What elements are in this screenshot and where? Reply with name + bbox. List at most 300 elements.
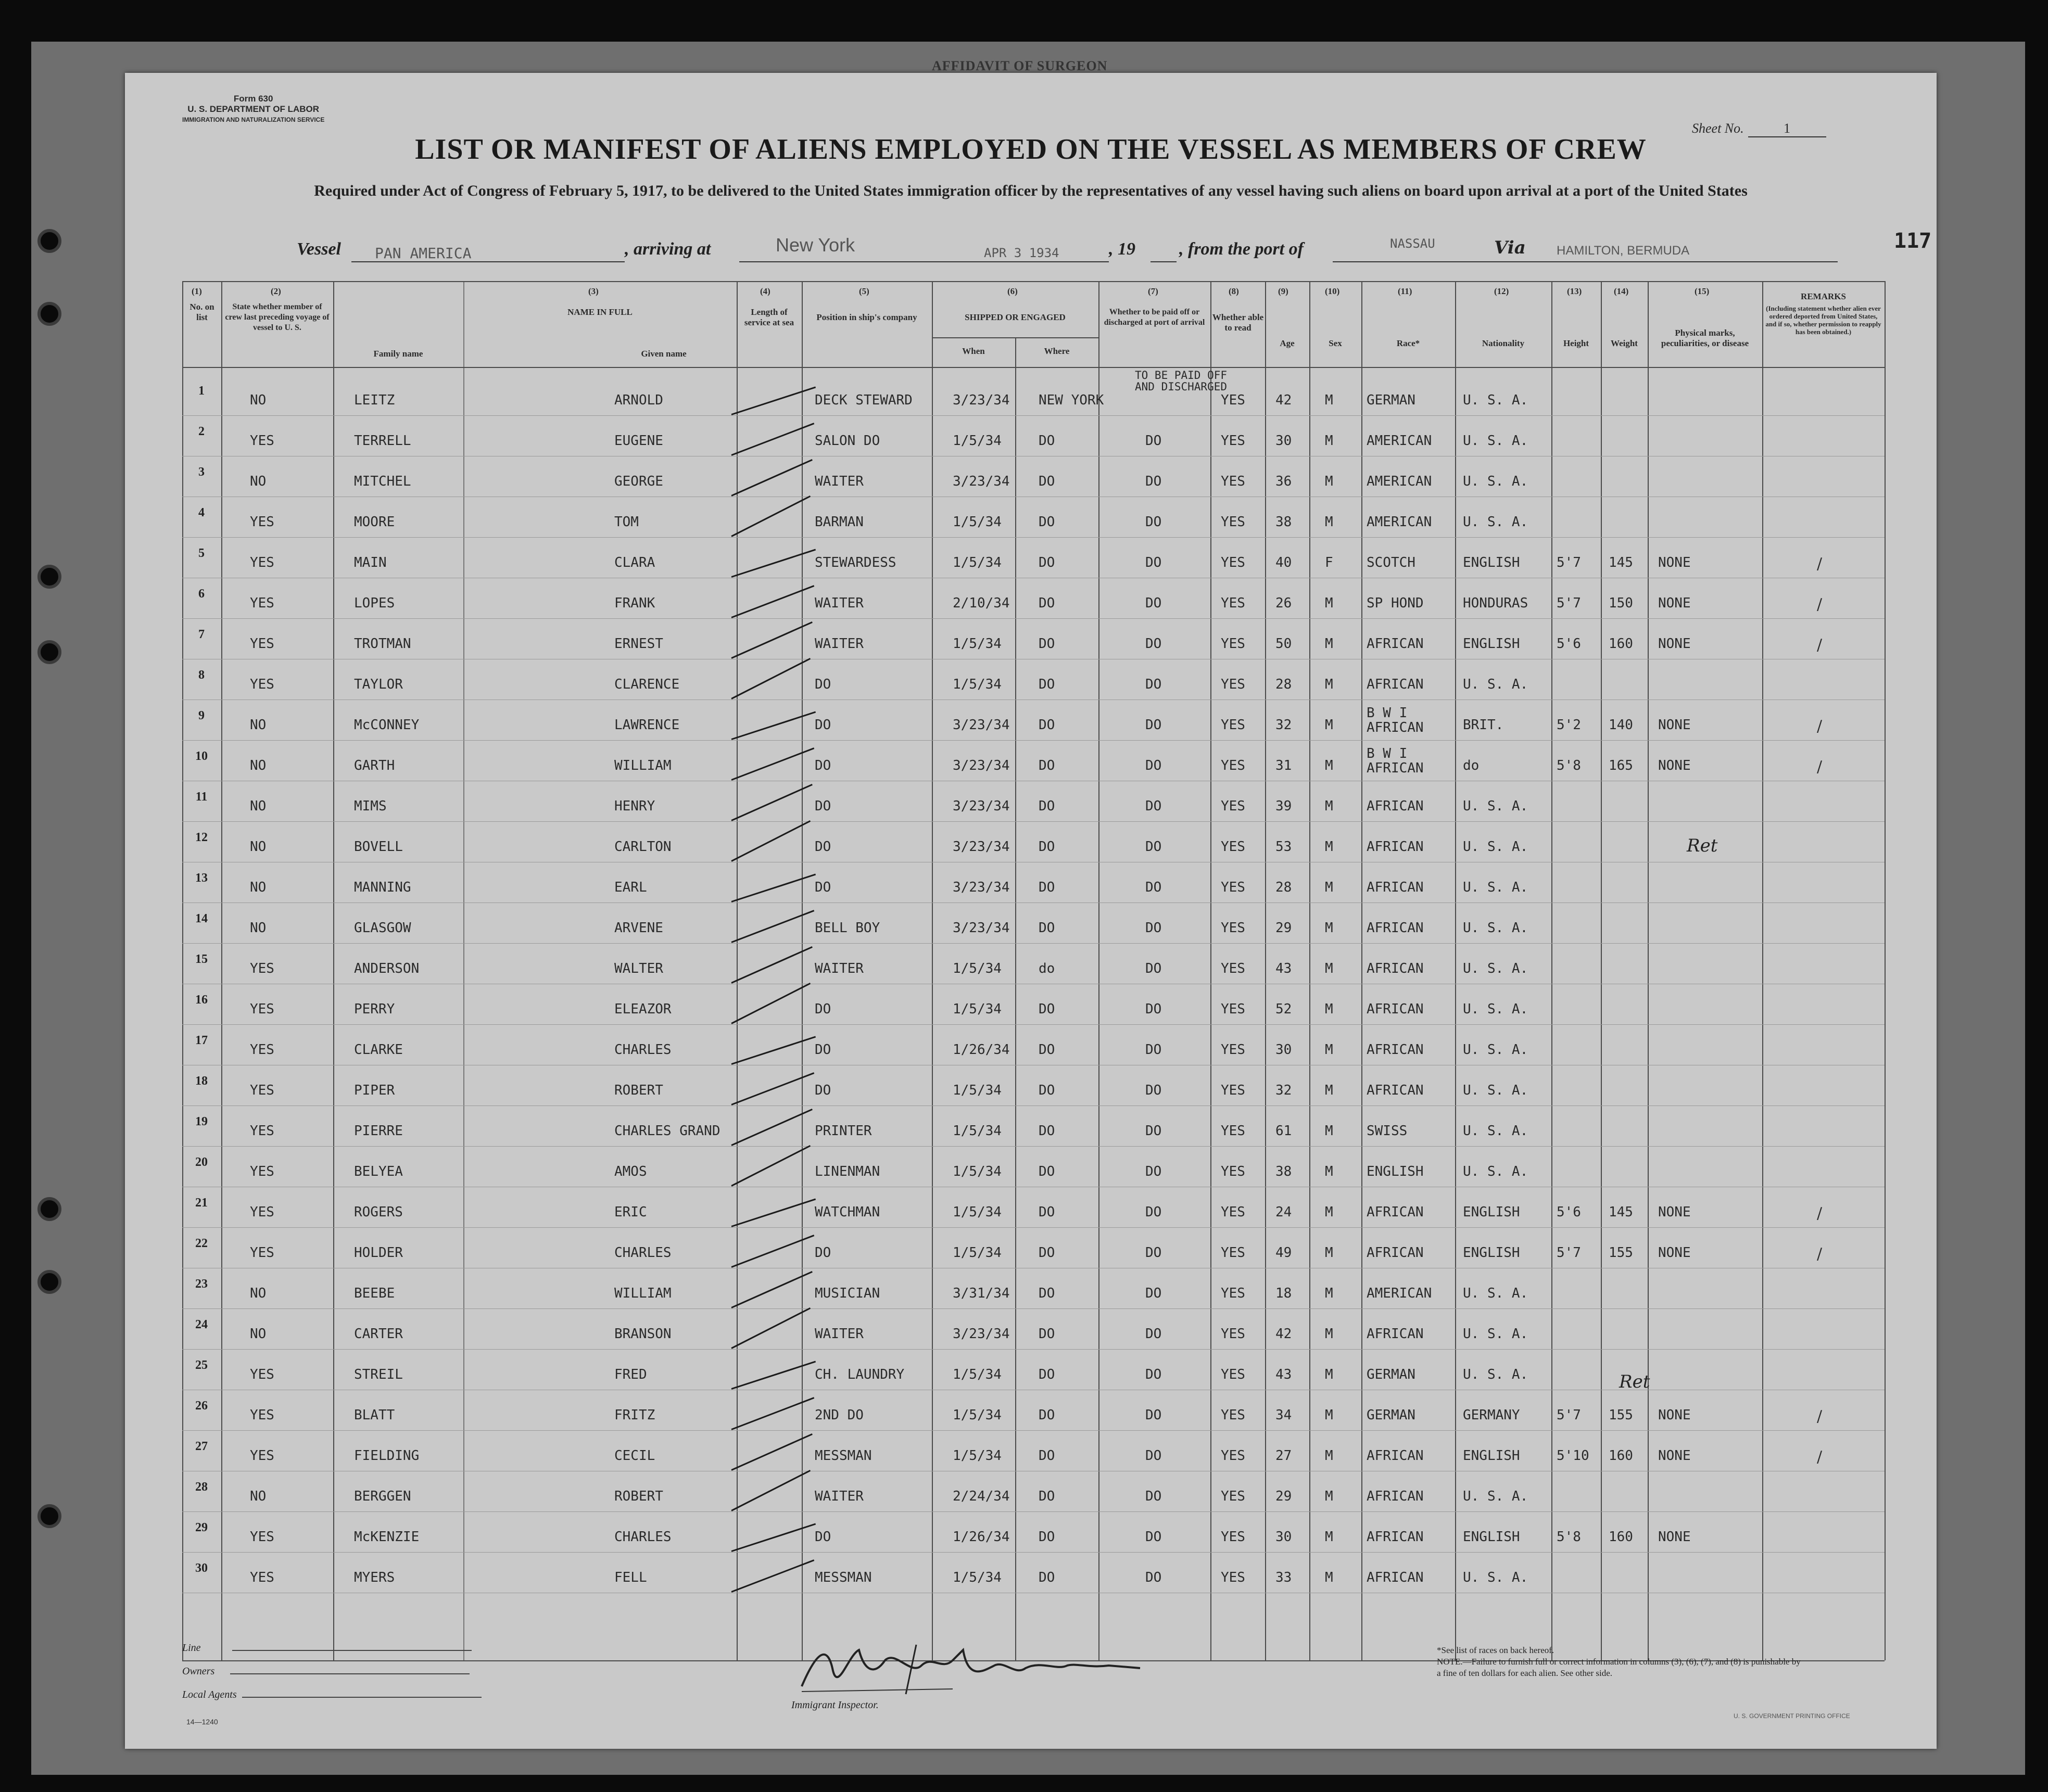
shipped-where-cell: DO (1039, 1489, 1055, 1504)
state-us-cell: YES (250, 514, 274, 530)
row-number: 25 (195, 1358, 208, 1372)
row26-handwritten-remark: Ret (1619, 1371, 1650, 1392)
race-cell: AFRICAN (1367, 1204, 1424, 1220)
given-name-cell: CHARLES (614, 1042, 672, 1058)
shipped-when-cell: 1/5/34 (953, 1083, 1002, 1098)
nationality-cell: do (1463, 758, 1480, 773)
row-number: 26 (195, 1399, 208, 1413)
row-number: 10 (195, 749, 208, 763)
vessel-value: PAN AMERICA (375, 245, 472, 262)
able-to-read-cell: YES (1221, 595, 1245, 611)
sex-cell: M (1325, 1326, 1333, 1342)
race-cell: AFRICAN (1367, 961, 1424, 976)
family-name-cell: BERGGEN (354, 1489, 411, 1504)
shipped-when-cell: 3/31/34 (953, 1286, 1010, 1301)
age-cell: 49 (1275, 1245, 1292, 1261)
given-name-cell: WILLIAM (614, 758, 672, 773)
row-number: 7 (198, 628, 205, 641)
nationality-cell: U. S. A. (1463, 1570, 1528, 1585)
sex-cell: M (1325, 1245, 1333, 1261)
binder-hole (37, 229, 61, 253)
able-to-read-cell: YES (1221, 920, 1245, 936)
row-rule (182, 821, 1885, 822)
able-to-read-cell: YES (1221, 1448, 1245, 1464)
state-us-cell: YES (250, 961, 274, 976)
row-rule (182, 1308, 1885, 1309)
position-cell: WAITER (815, 1489, 864, 1504)
race-cell: AFRICAN (1367, 636, 1424, 652)
physical-marks-cell: NONE (1658, 717, 1691, 733)
col-num: (11) (1398, 286, 1412, 296)
family-name-cell: CLARKE (354, 1042, 403, 1058)
state-us-cell: YES (250, 636, 274, 652)
service-checkmark (731, 1361, 816, 1390)
age-cell: 38 (1275, 514, 1292, 530)
race-cell: AFRICAN (1367, 1570, 1424, 1585)
height-cell: 5'7 (1557, 1407, 1581, 1423)
state-us-cell: YES (250, 1367, 274, 1382)
shipped-when-cell: 2/24/34 (953, 1489, 1010, 1504)
given-name-cell: ERNEST (614, 636, 663, 652)
family-name-cell: TERRELL (354, 433, 411, 449)
position-cell: DO (815, 717, 831, 733)
age-cell: 30 (1275, 1042, 1292, 1058)
able-to-read-cell: YES (1221, 1529, 1245, 1545)
row-number: 1 (198, 384, 205, 398)
col-num: (4) (760, 286, 770, 296)
able-to-read-cell: YES (1221, 514, 1245, 530)
header-race: Race* (1396, 338, 1420, 348)
row-number: 20 (195, 1155, 208, 1169)
family-name-cell: MITCHEL (354, 474, 411, 489)
shipped-where-cell: DO (1039, 1286, 1055, 1301)
able-to-read-cell: YES (1221, 1042, 1245, 1058)
given-name-cell: ERIC (614, 1204, 647, 1220)
row-number: 27 (195, 1440, 208, 1453)
race-cell: AFRICAN (1367, 677, 1424, 692)
sex-cell: M (1325, 961, 1333, 976)
row-number: 21 (195, 1196, 208, 1210)
shipped-when-cell: 3/23/34 (953, 920, 1010, 936)
family-name-cell: ANDERSON (354, 961, 420, 976)
sex-cell: M (1325, 1164, 1333, 1179)
physical-marks-cell: NONE (1658, 555, 1691, 570)
race-cell: GERMAN (1367, 1367, 1415, 1382)
paid-off-cell: DO (1145, 1164, 1162, 1179)
given-name-cell: FELL (614, 1570, 647, 1585)
row-rule (182, 537, 1885, 538)
race-cell: AMERICAN (1367, 433, 1432, 449)
shipped-where-cell: DO (1039, 595, 1055, 611)
able-to-read-cell: YES (1221, 1083, 1245, 1098)
age-cell: 18 (1275, 1286, 1292, 1301)
service-checkmark (731, 621, 813, 659)
position-cell: DO (815, 1001, 831, 1017)
shipped-when-cell: 3/23/34 (953, 880, 1010, 895)
col-num: (14) (1614, 286, 1629, 296)
line-label: Line (182, 1642, 201, 1654)
form-number (182, 94, 324, 125)
row-number: 14 (195, 912, 208, 925)
age-cell: 53 (1275, 839, 1292, 855)
physical-marks-cell: NONE (1658, 595, 1691, 611)
position-cell: BELL BOY (815, 920, 880, 936)
service-checkmark (731, 1271, 813, 1308)
shipped-when-cell: 2/10/34 (953, 595, 1010, 611)
shipped-where-cell: DO (1039, 1083, 1055, 1098)
shipped-when-cell: 1/26/34 (953, 1529, 1010, 1545)
shipped-where-cell: DO (1039, 1123, 1055, 1139)
paid-off-cell: DO (1145, 961, 1162, 976)
able-to-read-cell: YES (1221, 1570, 1245, 1585)
state-us-cell: NO (250, 1489, 267, 1504)
fine-note: NOTE.—Failure to furnish full or correct information in columns (3), (6), (7), and (8) is punishable by a fine of ten dollars for each alien. See other side. (1437, 1657, 1801, 1678)
race-cell: GERMAN (1367, 392, 1415, 408)
shipped-where-cell: DO (1039, 717, 1055, 733)
able-to-read-cell: YES (1221, 1001, 1245, 1017)
able-to-read-cell: YES (1221, 1326, 1245, 1342)
able-to-read-cell: YES (1221, 839, 1245, 855)
position-cell: STEWARDESS (815, 555, 896, 570)
binder-hole (37, 1197, 61, 1221)
owners-field (182, 1666, 482, 1677)
height-cell: 5'8 (1557, 1529, 1581, 1545)
row-number: 28 (195, 1480, 208, 1494)
sex-cell: M (1325, 920, 1333, 936)
col-num: (13) (1567, 286, 1582, 296)
position-cell: PRINTER (815, 1123, 872, 1139)
given-name-cell: LAWRENCE (614, 717, 680, 733)
given-name-cell: ARNOLD (614, 392, 663, 408)
paid-off-cell: DO (1145, 758, 1162, 773)
paid-off-cell: DO (1145, 920, 1162, 936)
header-family-name: Family name (373, 349, 423, 359)
family-name-cell: McKENZIE (354, 1529, 420, 1545)
header-sex: Sex (1329, 338, 1342, 348)
shipped-when-cell: 1/5/34 (953, 636, 1002, 652)
col-num: (7) (1148, 286, 1158, 296)
shipped-when-cell: 1/5/34 (953, 1570, 1002, 1585)
service-checkmark (731, 549, 816, 578)
paid-off-cell: DO (1145, 595, 1162, 611)
age-cell: 30 (1275, 433, 1292, 449)
position-cell: WAITER (815, 474, 864, 489)
service: IMMIGRATION AND NATURALIZATION SERVICE (182, 116, 325, 123)
col-num: (12) (1494, 286, 1509, 296)
row-number: 22 (195, 1237, 208, 1250)
race-cell: AMERICAN (1367, 474, 1432, 489)
able-to-read-cell: YES (1221, 961, 1245, 976)
row-rule (182, 1552, 1885, 1553)
year-label: , 19 (1109, 239, 1135, 259)
physical-marks-cell: NONE (1658, 636, 1691, 652)
nationality-cell: BRIT. (1463, 717, 1504, 733)
paid-off-cell: DO (1145, 677, 1162, 692)
header-when: When (962, 346, 985, 356)
remarks-cell: / (1817, 758, 1823, 776)
nationality-cell: ENGLISH (1463, 1448, 1520, 1464)
form-code: Form 630 (233, 94, 273, 104)
state-us-cell: NO (250, 392, 267, 408)
given-name-cell: HENRY (614, 798, 655, 814)
row-number: 5 (198, 547, 205, 560)
binder-hole (37, 1504, 61, 1528)
race-cell: AFRICAN (1367, 920, 1424, 936)
sex-cell: M (1325, 392, 1333, 408)
family-name-cell: MAIN (354, 555, 387, 570)
position-cell: MESSMAN (815, 1448, 872, 1464)
position-cell: DO (815, 1042, 831, 1058)
height-cell: 5'7 (1557, 1245, 1581, 1261)
family-name-cell: LOPES (354, 595, 395, 611)
shipped-where-cell: DO (1039, 880, 1055, 895)
age-cell: 40 (1275, 555, 1292, 570)
shipped-where-cell: NEW YORK (1039, 392, 1104, 408)
paid-off-cell: DO (1145, 798, 1162, 814)
height-cell: 5'6 (1557, 1204, 1581, 1220)
age-cell: 52 (1275, 1001, 1292, 1017)
col-num: (6) (1007, 286, 1018, 296)
agents-field (182, 1689, 482, 1701)
age-cell: 33 (1275, 1570, 1292, 1585)
position-cell: WAITER (815, 636, 864, 652)
family-name-cell: MOORE (354, 514, 395, 530)
race-cell: AFRICAN (1367, 1245, 1424, 1261)
given-name-cell: BRANSON (614, 1326, 672, 1342)
row-number: 30 (195, 1561, 208, 1575)
service-checkmark (731, 1145, 811, 1187)
family-name-cell: TROTMAN (354, 636, 411, 652)
header-able-to-read: Whether able to read (1212, 312, 1264, 333)
remarks-cell: / (1817, 555, 1823, 573)
col-num: (15) (1695, 286, 1710, 296)
nationality-cell: U. S. A. (1463, 1489, 1528, 1504)
height-cell: 5'8 (1557, 758, 1581, 773)
sex-cell: M (1325, 636, 1333, 652)
age-cell: 26 (1275, 595, 1292, 611)
sex-cell: M (1325, 595, 1333, 611)
position-cell: BARMAN (815, 514, 864, 530)
manifest-sheet (125, 58, 1937, 1749)
age-cell: 32 (1275, 1083, 1292, 1098)
shipped-where-cell: DO (1039, 474, 1055, 489)
paid-off-cell: DO (1145, 1286, 1162, 1301)
page-number: 117 (1894, 229, 1932, 253)
header-age: Age (1280, 338, 1295, 348)
sex-cell: F (1325, 555, 1333, 570)
position-cell: MESSMAN (815, 1570, 872, 1585)
paid-off-cell: DO (1145, 1083, 1162, 1098)
sheet-label: Sheet No. (1692, 121, 1744, 136)
paid-off-note: TO BE PAID OFF AND DISCHARGED (1135, 369, 1228, 393)
race-cell: AFRICAN (1367, 1448, 1424, 1464)
family-name-cell: HOLDER (354, 1245, 403, 1261)
position-cell: DECK STEWARD (815, 392, 913, 408)
state-us-cell: YES (250, 1529, 274, 1545)
family-name-cell: GARTH (354, 758, 395, 773)
weight-cell: 145 (1609, 1204, 1633, 1220)
shipped-where-cell: DO (1039, 1448, 1055, 1464)
via-handwritten: Via (1494, 237, 1526, 258)
able-to-read-cell: YES (1221, 1286, 1245, 1301)
race-cell: AFRICAN (1367, 880, 1424, 895)
paid-off-cell: DO (1145, 1529, 1162, 1545)
given-name-cell: CECIL (614, 1448, 655, 1464)
row-rule (182, 1227, 1885, 1228)
race-cell: AFRICAN (1367, 1529, 1424, 1545)
race-cell: AFRICAN (1367, 1326, 1424, 1342)
height-cell: 5'6 (1557, 636, 1581, 652)
able-to-read-cell: YES (1221, 1489, 1245, 1504)
arriving-label: , arriving at (625, 239, 711, 259)
row-number: 15 (195, 952, 208, 966)
line-field (182, 1642, 482, 1654)
weight-cell: 165 (1609, 758, 1633, 773)
shipped-where-cell: DO (1039, 798, 1055, 814)
physical-marks-cell: NONE (1658, 1407, 1691, 1423)
age-cell: 50 (1275, 636, 1292, 652)
race-cell: AFRICAN (1367, 798, 1424, 814)
state-us-cell: YES (250, 1123, 274, 1139)
via-port: HAMILTON, BERMUDA (1557, 244, 1690, 258)
shipped-where-cell: DO (1039, 1529, 1055, 1545)
position-cell: SALON DO (815, 433, 880, 449)
shipped-when-cell: 3/23/34 (953, 717, 1010, 733)
nationality-cell: ENGLISH (1463, 636, 1520, 652)
service-checkmark (731, 1523, 816, 1552)
weight-cell: 145 (1609, 555, 1633, 570)
state-us-cell: YES (250, 1001, 274, 1017)
given-name-cell: ROBERT (614, 1083, 663, 1098)
row-rule (182, 415, 1885, 416)
header-position: Position in ship's company (816, 312, 917, 322)
race-cell: AMERICAN (1367, 514, 1432, 530)
able-to-read-cell: YES (1221, 1123, 1245, 1139)
age-cell: 31 (1275, 758, 1292, 773)
remarks-cell: / (1817, 1448, 1823, 1466)
shipped-when-cell: 3/23/34 (953, 839, 1010, 855)
sex-cell: M (1325, 1570, 1333, 1585)
able-to-read-cell: YES (1221, 392, 1245, 408)
shipped-where-cell: DO (1039, 433, 1055, 449)
family-name-cell: TAYLOR (354, 677, 403, 692)
sex-cell: M (1325, 677, 1333, 692)
state-us-cell: YES (250, 433, 274, 449)
age-cell: 27 (1275, 1448, 1292, 1464)
given-name-cell: GEORGE (614, 474, 663, 489)
given-name-cell: EUGENE (614, 433, 663, 449)
paid-off-cell: DO (1145, 433, 1162, 449)
shipped-where-cell: DO (1039, 758, 1055, 773)
nationality-cell: U. S. A. (1463, 1286, 1528, 1301)
state-us-cell: NO (250, 880, 267, 895)
sex-cell: M (1325, 1042, 1333, 1058)
row-number: 3 (198, 465, 205, 479)
paid-off-cell: DO (1145, 1326, 1162, 1342)
row-number: 19 (195, 1115, 208, 1128)
state-us-cell: YES (250, 1204, 274, 1220)
shipped-when-cell: 1/5/34 (953, 433, 1002, 449)
height-cell: 5'10 (1557, 1448, 1589, 1464)
crew-table (182, 281, 1885, 1697)
remarks-cell: / (1817, 1407, 1823, 1426)
sex-cell: M (1325, 798, 1333, 814)
shipped-where-cell: DO (1039, 1001, 1055, 1017)
able-to-read-cell: YES (1221, 474, 1245, 489)
col-num: (9) (1278, 286, 1288, 296)
weight-cell: 160 (1609, 1448, 1633, 1464)
height-cell: 5'2 (1557, 717, 1581, 733)
race-cell: GERMAN (1367, 1407, 1415, 1423)
header-nationality: Nationality (1482, 338, 1525, 348)
row-number: 29 (195, 1521, 208, 1534)
race-cell: SP HOND (1367, 595, 1424, 611)
able-to-read-cell: YES (1221, 636, 1245, 652)
age-cell: 29 (1275, 1489, 1292, 1504)
race-cell: B W I AFRICAN (1367, 705, 1424, 735)
sex-cell: M (1325, 1367, 1333, 1382)
shipped-when-cell: 1/5/34 (953, 961, 1002, 976)
service-checkmark (731, 1307, 811, 1349)
sex-cell: M (1325, 1001, 1333, 1017)
physical-marks-cell: NONE (1658, 1448, 1691, 1464)
header-physical: Physical marks, peculiarities, or disease (1661, 328, 1749, 348)
given-name-cell: FRANK (614, 595, 655, 611)
arrival-date: APR 3 1934 (984, 246, 1059, 260)
weight-cell: 155 (1609, 1245, 1633, 1261)
paid-off-cell: DO (1145, 474, 1162, 489)
physical-marks-cell: NONE (1658, 1529, 1691, 1545)
nationality-cell: U. S. A. (1463, 798, 1528, 814)
paid-off-cell: DO (1145, 636, 1162, 652)
paid-off-cell: DO (1145, 514, 1162, 530)
row-number: 4 (198, 506, 205, 519)
service-checkmark (731, 711, 816, 740)
shipped-when-cell: 1/5/34 (953, 1204, 1002, 1220)
row-number: 12 (195, 831, 208, 844)
header-name-in-full: NAME IN FULL (567, 307, 633, 317)
given-name-cell: CHARLES (614, 1245, 672, 1261)
nationality-cell: U. S. A. (1463, 514, 1528, 530)
given-name-cell: ARVENE (614, 920, 663, 936)
able-to-read-cell: YES (1221, 1367, 1245, 1382)
state-us-cell: NO (250, 1326, 267, 1342)
paid-off-cell: DO (1145, 1367, 1162, 1382)
family-name-cell: BELYEA (354, 1164, 403, 1179)
row-number: 16 (195, 993, 208, 1007)
shipped-when-cell: 3/23/34 (953, 1326, 1010, 1342)
shipped-where-cell: DO (1039, 1245, 1055, 1261)
sheet-value: 1 (1748, 121, 1826, 137)
sex-cell: M (1325, 1529, 1333, 1545)
row-rule (182, 943, 1885, 944)
position-cell: DO (815, 1529, 831, 1545)
family-name-cell: MANNING (354, 880, 411, 895)
position-cell: WAITER (815, 595, 864, 611)
sex-cell: M (1325, 880, 1333, 895)
row-rule (182, 1349, 1885, 1350)
physical-marks-cell: NONE (1658, 1204, 1691, 1220)
position-cell: DO (815, 839, 831, 855)
given-name-cell: EARL (614, 880, 647, 895)
paid-off-cell: DO (1145, 717, 1162, 733)
header-whether-paid: Whether to be paid off or discharged at port of arrival (1104, 308, 1205, 327)
given-name-cell: CHARLES GRAND (614, 1123, 720, 1139)
shipped-where-cell: DO (1039, 1164, 1055, 1179)
paid-off-cell: DO (1145, 1042, 1162, 1058)
state-us-cell: NO (250, 839, 267, 855)
page-subtitle: Required under Act of Congress of February 5, 1917, to be delivered to the United States immigration officer by the representatives of any vessel having such aliens on board upon arrival at a port of the United States (314, 182, 1748, 199)
